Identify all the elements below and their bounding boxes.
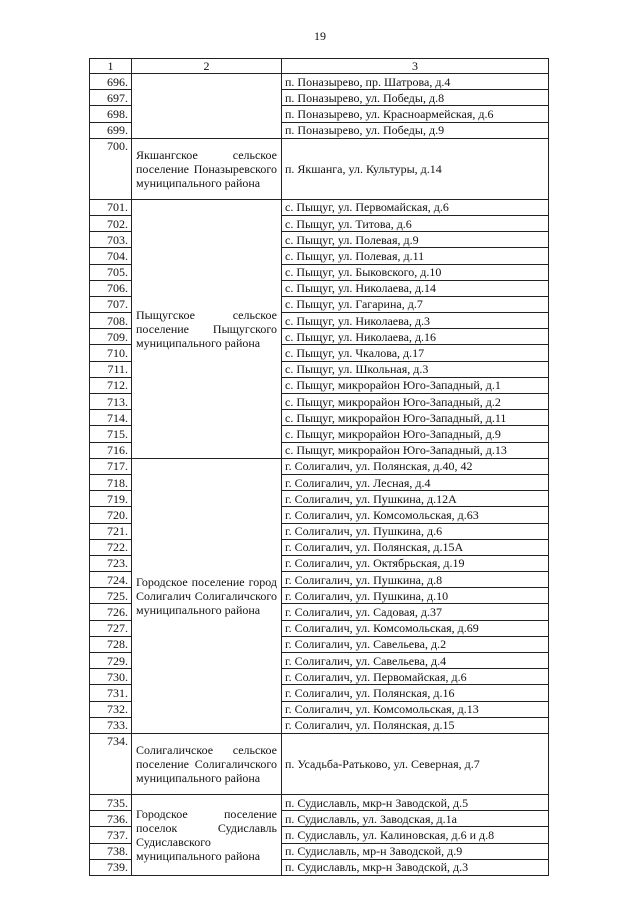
- municipality-cell: [132, 794, 282, 875]
- row-number: 738.: [90, 843, 132, 859]
- address-cell: с. Пыщуг, микрорайон Юго-Западный, д.2: [282, 394, 549, 410]
- municipality-cell: [132, 733, 282, 794]
- row-number: 721.: [90, 523, 132, 539]
- address-cell: г. Солигалич, ул. Садовая, д.37: [282, 604, 549, 620]
- address-cell: г. Солигалич, ул. Октябрьская, д.19: [282, 555, 549, 571]
- address-cell: п. Якшанга, ул. Культуры, д.14: [282, 138, 549, 199]
- row-number: 739.: [90, 859, 132, 875]
- page-number: 19: [314, 29, 326, 43]
- table-row: [90, 733, 549, 794]
- header-col-1: 1: [90, 59, 132, 74]
- row-number: 730.: [90, 669, 132, 685]
- row-number: 704.: [90, 248, 132, 264]
- row-number: 705.: [90, 264, 132, 280]
- address-cell: г. Солигалич, ул. Полянская, д.40, 42: [282, 458, 549, 474]
- row-number: 702.: [90, 215, 132, 231]
- address-cell: п. Поназырево, пр. Шатрова, д.4: [282, 74, 549, 90]
- address-cell: п. Усадьба-Ратьково, ул. Северная, д.7: [282, 733, 549, 794]
- row-number: 729.: [90, 653, 132, 669]
- municipality-cell: [132, 74, 282, 139]
- table-row: [90, 138, 549, 199]
- municipality-name: Якшангское сельское поселение Поназыревского муниципального района: [136, 147, 277, 190]
- address-cell: г. Солигалич, ул. Пушкина, д.10: [282, 588, 549, 604]
- address-cell: г. Солигалич, ул. Савельева, д.2: [282, 636, 549, 652]
- address-cell: с. Пыщуг, ул. Гагарина, д.7: [282, 296, 549, 312]
- table-header-row: [90, 59, 549, 74]
- row-number: 737.: [90, 827, 132, 843]
- row-number: 709.: [90, 329, 132, 345]
- row-number: 722.: [90, 539, 132, 555]
- address-cell: с. Пыщуг, ул. Николаева, д.14: [282, 280, 549, 296]
- address-cell: с. Пыщуг, ул. Первомайская, д.6: [282, 199, 549, 215]
- table-row: [90, 199, 549, 215]
- address-cell: г. Солигалич, ул. Комсомольская, д.13: [282, 701, 549, 717]
- row-number: 717.: [90, 458, 132, 474]
- row-number: 699.: [90, 122, 132, 138]
- address-cell: с. Пыщуг, ул. Полевая, д.11: [282, 248, 549, 264]
- address-cell: г. Солигалич, ул. Лесная, д.4: [282, 474, 549, 490]
- header-col-3: 3: [282, 59, 549, 74]
- municipality-name: Пыщугское сельское поселение Пыщугского муниципального района: [136, 307, 277, 350]
- row-number: 708.: [90, 313, 132, 329]
- municipality-name: Городское поселение город Солигалич Солигаличского муниципального района: [136, 574, 277, 617]
- address-cell: п. Поназырево, ул. Красноармейская, д.6: [282, 106, 549, 122]
- row-number: 725.: [90, 588, 132, 604]
- address-cell: п. Судиславль, ул. Калиновская, д.6 и д.8: [282, 827, 549, 843]
- row-number: 719.: [90, 491, 132, 507]
- row-number: 736.: [90, 811, 132, 827]
- address-cell: с. Пыщуг, ул. Николаева, д.3: [282, 313, 549, 329]
- row-number: 696.: [90, 74, 132, 90]
- row-number: 735.: [90, 794, 132, 810]
- address-cell: п. Судиславль, мкр-н Заводской, д.3: [282, 859, 549, 875]
- addresses-table: [89, 58, 549, 876]
- row-number: 707.: [90, 296, 132, 312]
- address-cell: с. Пыщуг, ул. Чкалова, д.17: [282, 345, 549, 361]
- row-number: 720.: [90, 507, 132, 523]
- row-number: 734.: [90, 733, 132, 794]
- row-number: 723.: [90, 555, 132, 571]
- address-cell: г. Солигалич, ул. Полянская, д.16: [282, 685, 549, 701]
- header-col-2: 2: [132, 59, 282, 74]
- row-number: 712.: [90, 377, 132, 393]
- address-cell: п. Судиславль, мр-н Заводской, д.9: [282, 843, 549, 859]
- address-cell: г. Солигалич, ул. Полянская, д.15А: [282, 539, 549, 555]
- row-number: 713.: [90, 394, 132, 410]
- row-number: 703.: [90, 232, 132, 248]
- row-number: 697.: [90, 90, 132, 106]
- address-cell: с. Пыщуг, ул. Полевая, д.9: [282, 232, 549, 248]
- address-cell: п. Судиславль, ул. Заводская, д.1а: [282, 811, 549, 827]
- table-row: [90, 74, 549, 90]
- municipality-name: Городское поселение поселок Судиславль Судиславского муниципального района: [136, 806, 277, 863]
- municipality-cell: [132, 138, 282, 199]
- address-cell: с. Пыщуг, ул. Титова, д.6: [282, 215, 549, 231]
- address-cell: с. Пыщуг, микрорайон Юго-Западный, д.9: [282, 426, 549, 442]
- row-number: 698.: [90, 106, 132, 122]
- address-cell: г. Солигалич, ул. Савельева, д.4: [282, 653, 549, 669]
- address-cell: с. Пыщуг, микрорайон Юго-Западный, д.13: [282, 442, 549, 458]
- row-number: 728.: [90, 636, 132, 652]
- row-number: 700.: [90, 138, 132, 199]
- address-cell: с. Пыщуг, ул. Николаева, д.16: [282, 329, 549, 345]
- row-number: 714.: [90, 410, 132, 426]
- row-number: 710.: [90, 345, 132, 361]
- address-cell: г. Солигалич, ул. Пушкина, д.8: [282, 572, 549, 588]
- address-cell: п. Поназырево, ул. Победы, д.9: [282, 122, 549, 138]
- address-cell: г. Солигалич, ул. Полянская, д.15: [282, 717, 549, 733]
- row-number: 726.: [90, 604, 132, 620]
- row-number: 731.: [90, 685, 132, 701]
- municipality-cell: [132, 199, 282, 458]
- table-row: [90, 458, 549, 474]
- row-number: 711.: [90, 361, 132, 377]
- row-number: 716.: [90, 442, 132, 458]
- row-number: 733.: [90, 717, 132, 733]
- row-number: 718.: [90, 474, 132, 490]
- address-cell: с. Пыщуг, ул. Быковского, д.10: [282, 264, 549, 280]
- address-cell: г. Солигалич, ул. Комсомольская, д.69: [282, 620, 549, 636]
- address-cell: с. Пыщуг, ул. Школьная, д.3: [282, 361, 549, 377]
- address-cell: п. Поназырево, ул. Победы, д.8: [282, 90, 549, 106]
- address-cell: п. Судиславль, мкр-н Заводской, д.5: [282, 794, 549, 810]
- address-cell: г. Солигалич, ул. Первомайская, д.6: [282, 669, 549, 685]
- row-number: 724.: [90, 572, 132, 588]
- address-cell: с. Пыщуг, микрорайон Юго-Западный, д.1: [282, 377, 549, 393]
- municipality-cell: [132, 458, 282, 733]
- table-row: [90, 794, 549, 810]
- row-number: 732.: [90, 701, 132, 717]
- address-cell: г. Солигалич, ул. Пушкина, д.12А: [282, 491, 549, 507]
- row-number: 701.: [90, 199, 132, 215]
- address-cell: г. Солигалич, ул. Пушкина, д.6: [282, 523, 549, 539]
- municipality-name: Солигаличское сельское поселение Солигаличского муниципального района: [136, 742, 277, 785]
- row-number: 706.: [90, 280, 132, 296]
- row-number: 715.: [90, 426, 132, 442]
- address-cell: с. Пыщуг, микрорайон Юго-Западный, д.11: [282, 410, 549, 426]
- address-cell: г. Солигалич, ул. Комсомольская, д.63: [282, 507, 549, 523]
- row-number: 727.: [90, 620, 132, 636]
